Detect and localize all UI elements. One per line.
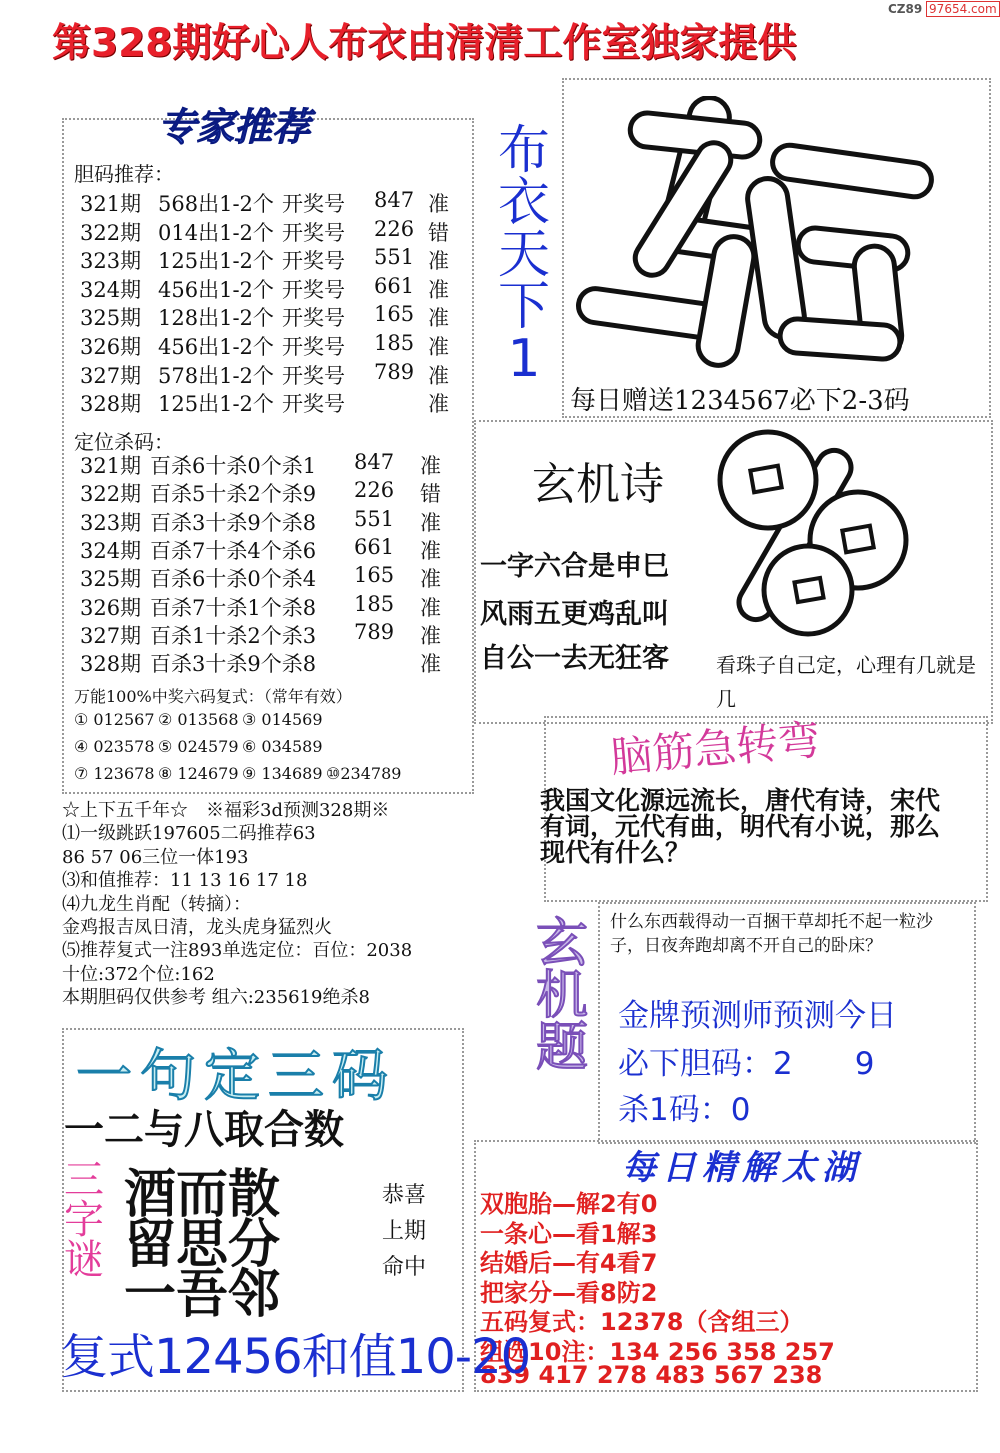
dan-issue: 324期 [80, 277, 142, 302]
dan-rec: 014出1-2个 [158, 220, 274, 245]
gold-line-1: 金牌预测师预测今日 [618, 998, 897, 1034]
fc3d-line: ☆上下五千年☆ ※福彩3d预测328期※ [62, 800, 390, 821]
dan-res: 错 [428, 220, 449, 245]
dan-row [80, 217, 460, 245]
page-title: 第328期好心人布衣由清清工作室独家提供 [52, 21, 797, 66]
six-combo: ② 013568 [158, 710, 239, 729]
kill-num: 226 [354, 478, 395, 503]
kill-res: 准 [420, 567, 441, 592]
kill-rec: 百杀3十杀9个杀8 [150, 652, 317, 677]
kill-num: 185 [354, 591, 395, 616]
dan-res: 准 [428, 306, 449, 331]
kill-issue: 322期 [80, 482, 142, 507]
dan-res: 准 [428, 363, 449, 388]
big-number-art [568, 96, 948, 372]
expert-title: 专家推荐 [158, 105, 311, 149]
taihu-line: 一条心—看1解3 [480, 1219, 658, 1248]
taihu-title: 每日精解太湖 [622, 1148, 862, 1188]
dan-res: 准 [428, 277, 449, 302]
kill-rec: 百杀3十杀9个杀8 [150, 510, 317, 535]
kill-label: 定位杀码： [74, 430, 174, 454]
xuanji-vertical [536, 914, 589, 1078]
xuanji-char: 机 [536, 966, 589, 1026]
dan-issue: 325期 [80, 306, 142, 331]
brain-riddle: 我国文化源远流长，唐代有诗，宋代有词，元代有曲，明代有小说，那么现代有什么？ [540, 786, 941, 867]
dan-kj: 开奖号 [282, 392, 345, 417]
dan-kj: 开奖号 [282, 277, 345, 302]
dan-kj: 开奖号 [282, 335, 345, 359]
kill-res: 准 [420, 652, 441, 677]
kill-issue: 323期 [80, 510, 142, 535]
kill-issue: 328期 [80, 652, 142, 677]
kill-row [80, 535, 460, 563]
kill-res: 准 [420, 623, 441, 648]
dan-kj: 开奖号 [282, 306, 345, 331]
kill-res: 准 [420, 454, 441, 478]
riddle-big-3: 一吾邻 [124, 1264, 281, 1325]
watermark-prefix: CZ89 [888, 2, 923, 16]
dan-rec: 456出1-2个 [158, 277, 274, 302]
kill-rec: 百杀5十杀2个杀9 [150, 482, 317, 507]
kill-issue: 326期 [80, 595, 142, 620]
kill-rec: 百杀6十杀0个杀1 [150, 454, 317, 478]
coins-text: % [708, 420, 709, 421]
dan-res: 准 [428, 192, 449, 216]
congrats-char: 命中 [382, 1255, 427, 1280]
six-combo: ⑥ 034589 [242, 737, 323, 756]
dan-issue: 323期 [80, 249, 142, 274]
six-combo: ⑧ 124679 [158, 764, 239, 783]
xuanji-char: 题 [536, 1018, 589, 1078]
six-combo: ③ 014569 [242, 710, 323, 729]
dan-row [80, 331, 460, 359]
dan-num: 185 [374, 331, 415, 355]
sentence-title: 一句定三码 [76, 1044, 396, 1109]
poem-line-1: 一字六合是申巳 [480, 551, 669, 582]
six-combo: ⑤ 024579 [158, 737, 239, 756]
kill-row [80, 507, 460, 535]
kill-res: 准 [420, 538, 441, 563]
kill-issue: 324期 [80, 538, 142, 563]
dan-num: 789 [374, 359, 415, 384]
dan-row [80, 274, 460, 302]
taihu-line: 双胞胎—解2有0 [480, 1190, 658, 1218]
kill-rec: 百杀7十杀1个杀8 [150, 595, 317, 620]
dan-row [80, 245, 460, 273]
kill-res: 错 [420, 482, 441, 507]
kill-row [80, 648, 460, 676]
watermark-site: 97654.com [926, 1, 1000, 17]
szm-vertical [64, 1157, 104, 1283]
six-combo: ④ 023578 [74, 737, 155, 756]
xuanji-char: 玄 [536, 914, 589, 974]
six-label: 万能100%中奖六码复式：（常年有效） [74, 687, 352, 706]
dan-row [80, 188, 460, 216]
kill-row [80, 620, 460, 648]
buyi-char: 天 [498, 225, 551, 285]
kill-num: 789 [354, 619, 395, 644]
kill-issue: 327期 [80, 623, 142, 648]
dan-issue: 327期 [80, 363, 142, 388]
six-combo: ① 012567 [74, 710, 155, 729]
six-combo: ⑨ 134689 [242, 764, 323, 783]
dan-num: 847 [374, 188, 415, 212]
watermark [888, 2, 1000, 16]
brain-title: 脑筋急转弯 [608, 714, 822, 783]
dan-kj: 开奖号 [282, 192, 345, 216]
buyi-char: 布 [498, 121, 551, 181]
gift-text: 每日赠送1234567必下2-3码 [570, 386, 910, 416]
poem-line-2: 风雨五更鸡乱叫 [480, 599, 669, 630]
gold-line-3: 杀1码：0 [618, 1092, 751, 1128]
dan-row [80, 302, 460, 330]
kill-num: 551 [354, 506, 395, 531]
dan-rec: 578出1-2个 [158, 363, 274, 388]
kill-row [80, 450, 460, 478]
six-combo: ⑦ 123678 [74, 764, 155, 783]
kill-row [80, 478, 460, 506]
kill-num: 847 [354, 450, 395, 474]
kill-rec: 百杀1十杀2个杀3 [150, 623, 317, 648]
szm-char: 字 [64, 1197, 104, 1243]
dan-issue: 321期 [80, 192, 142, 216]
fushi-text: 复式12456和值10-20 [60, 1329, 531, 1385]
taihu-line: 结婚后—有4看7 [480, 1249, 658, 1277]
buyi-char: 下 [498, 277, 551, 337]
dan-kj: 开奖号 [282, 249, 345, 274]
fc3d-line: 本期胆码仅供参考 组六:235619绝杀8 [62, 987, 370, 1009]
congrats-char: 上期 [382, 1219, 427, 1244]
fc3d-line: 金鸡报吉凤日清，龙头虎身猛烈火 [62, 917, 332, 938]
buyi-char: 1 [507, 329, 541, 389]
dan-kj: 开奖号 [282, 220, 345, 245]
fc3d-line: ⑸推荐复式一注893单选定位：百位：2038 [62, 940, 413, 962]
taihu-line: 839 417 278 483 567 238 [480, 1361, 823, 1389]
kill-row [80, 563, 460, 591]
pearl-text: 看珠子自己定，心理有几就是几 [716, 653, 976, 711]
dan-res: 准 [428, 335, 449, 359]
szm-char: 谜 [64, 1237, 104, 1283]
kill-rec: 百杀6十杀0个杀4 [150, 567, 317, 592]
poem-title: 玄机诗 [532, 459, 664, 510]
poem-line-3: 自公一去无狂客 [480, 643, 669, 674]
header [0, 0, 1000, 78]
dan-row [80, 388, 460, 416]
dan-row [80, 360, 460, 388]
taihu-line: 五码复式：12378（含组三） [480, 1308, 804, 1336]
buyi-vertical [498, 121, 551, 389]
dan-rec: 125出1-2个 [158, 392, 274, 417]
dan-num: 551 [374, 245, 415, 270]
gold-line-2: 必下胆码：2 9 [618, 1046, 875, 1082]
dan-res: 准 [428, 392, 449, 417]
dan-rec: 128出1-2个 [158, 306, 274, 331]
dan-kj: 开奖号 [282, 363, 345, 388]
dan-num: 165 [374, 302, 415, 327]
coins-art [708, 420, 990, 638]
riddle-big-2: 留思分 [124, 1214, 281, 1275]
dan-num: 226 [374, 216, 415, 241]
dan-num: 661 [374, 273, 415, 298]
kill-res: 准 [420, 595, 441, 620]
big-number-text: 36 [568, 96, 570, 97]
dan-rec: 456出1-2个 [158, 335, 274, 359]
fc3d-line: 十位:372个位:162 [62, 963, 215, 985]
kill-issue: 321期 [80, 454, 142, 478]
taihu-line: 把家分—看8防2 [480, 1278, 658, 1307]
fc3d-line: ⑷九龙生肖配（转摘）： [62, 893, 251, 915]
dan-issue: 322期 [80, 220, 142, 245]
congrats-char: 恭喜 [382, 1183, 427, 1208]
buyi-char: 衣 [498, 173, 551, 233]
dan-res: 准 [428, 249, 449, 274]
xuanji-riddle: 什么东西载得动一百捆干草却托不起一粒沙子，日夜奔跑却离不开自己的卧床？ [610, 912, 933, 956]
szm-char: 三 [64, 1157, 104, 1203]
dan-issue: 326期 [80, 335, 142, 359]
taihu-line: 组选10注：134 256 358 257 [480, 1337, 835, 1366]
kill-num: 661 [354, 534, 395, 559]
kill-res: 准 [420, 510, 441, 535]
kill-issue: 325期 [80, 567, 142, 592]
dan-rec: 125出1-2个 [158, 249, 274, 274]
riddle-big-1: 酒而散 [124, 1164, 281, 1225]
dan-rec: 568出1-2个 [158, 192, 274, 216]
kill-num: 165 [354, 563, 395, 588]
fc3d-line: 86 57 06三位一体193 [62, 846, 249, 868]
congrats [382, 1178, 426, 1286]
kill-rec: 百杀7十杀4个杀6 [150, 538, 317, 563]
dan-label: 胆码推荐： [74, 162, 174, 186]
fc3d-line: ⑴一级跳跃197605二码推荐63 [62, 823, 316, 845]
sentence-line: 一二与八取合数 [64, 1107, 344, 1153]
kill-row [80, 592, 460, 620]
fc3d-line: ⑶和值推荐：11 13 16 17 18 [62, 870, 308, 892]
six-combo: ⑩234789 [326, 764, 402, 783]
dan-issue: 328期 [80, 392, 142, 417]
